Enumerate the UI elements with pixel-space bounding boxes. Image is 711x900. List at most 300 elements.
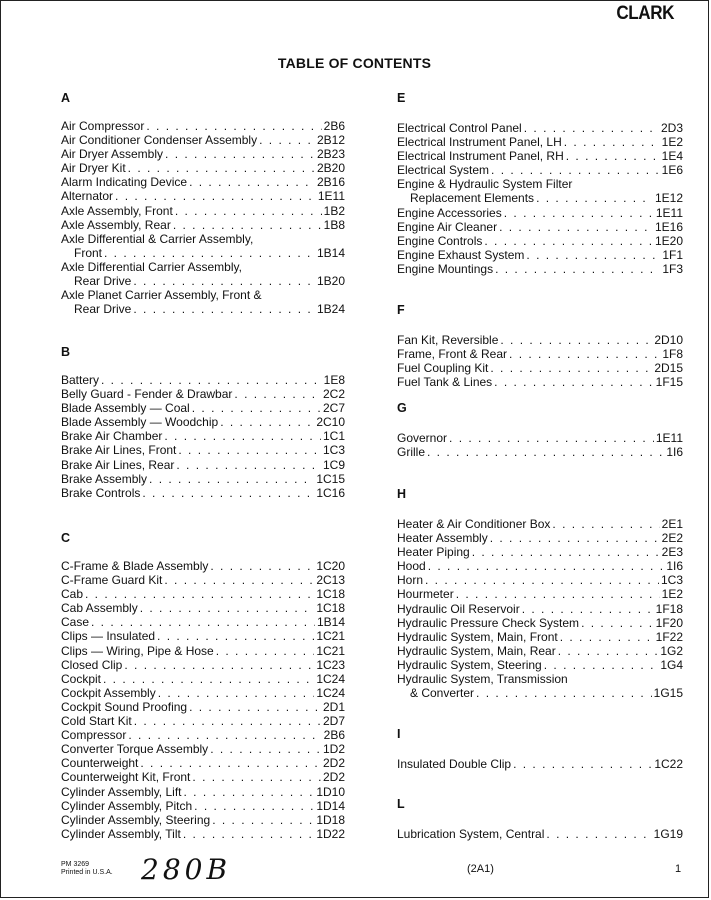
entry-title: Hydraulic System, Steering xyxy=(397,657,542,672)
entry-title: Electrical Instrument Panel, LH xyxy=(397,135,562,150)
toc-entry xyxy=(61,587,345,601)
dot-leader xyxy=(140,601,315,615)
dot-leader xyxy=(552,517,659,531)
toc-entry xyxy=(397,616,683,630)
entry-title: Cockpit Assembly xyxy=(61,685,156,700)
toc-entry xyxy=(61,756,345,770)
toc-entry xyxy=(397,531,683,545)
entry-title: Alarm Indicating Device xyxy=(61,175,188,190)
dot-leader xyxy=(85,587,314,601)
entry-title: Air Conditioner Condenser Assembly xyxy=(61,133,258,148)
entry-list xyxy=(61,119,345,316)
dot-leader xyxy=(91,615,315,629)
dot-leader xyxy=(176,458,321,472)
entry-page-ref: 1B14 xyxy=(316,615,345,630)
entry-page-ref: 1E2 xyxy=(661,587,683,602)
entry-page-ref: 1D10 xyxy=(316,784,345,799)
handwritten-model-note: 280B xyxy=(141,853,232,886)
entry-page-ref: 2E2 xyxy=(661,531,683,546)
toc-entry xyxy=(61,443,345,457)
toc-entry xyxy=(61,415,345,429)
section-letter: B xyxy=(61,345,71,359)
entry-page-ref: 1F8 xyxy=(662,347,683,362)
section-letter: G xyxy=(397,401,407,415)
entry-title: Axle Differential & Carrier Assembly, xyxy=(61,231,254,246)
toc-entry xyxy=(397,431,683,445)
dot-leader xyxy=(189,700,321,714)
entry-title: Engine Exhaust System xyxy=(397,247,525,262)
entry-title: Air Dryer Kit xyxy=(61,161,126,176)
entry-page-ref: 2C2 xyxy=(322,387,345,402)
entry-page-ref: 1C21 xyxy=(316,643,345,658)
entry-page-ref: 2C7 xyxy=(322,401,345,416)
toc-entry xyxy=(61,799,345,813)
toc-entry xyxy=(397,361,683,375)
dot-leader xyxy=(499,220,653,234)
entry-title: Cylinder Assembly, Lift xyxy=(61,784,182,799)
entry-page-ref: 1E6 xyxy=(661,163,683,178)
dot-leader xyxy=(104,246,315,260)
toc-entry xyxy=(61,486,345,500)
toc-entry xyxy=(61,615,345,629)
dot-leader xyxy=(192,770,321,784)
page-number: 1 xyxy=(675,863,682,875)
dot-leader xyxy=(425,573,659,587)
dot-leader xyxy=(128,728,321,742)
dot-leader xyxy=(524,121,659,135)
entry-page-ref: 1E20 xyxy=(654,233,683,248)
entry-page-ref: 2B23 xyxy=(316,147,345,162)
entry-title: Closed Clip xyxy=(61,657,123,672)
entry-title: Engine Air Cleaner xyxy=(397,219,498,234)
toc-entry xyxy=(61,686,345,700)
dot-leader xyxy=(164,573,314,587)
toc-entry xyxy=(397,630,683,644)
dot-leader xyxy=(513,757,652,771)
toc-entry xyxy=(397,220,683,234)
entry-title: Electrical Instrument Panel, RH xyxy=(397,149,564,164)
entry-title: Governor xyxy=(397,431,448,445)
toc-entry xyxy=(61,813,345,827)
entry-title: Replacement Elements xyxy=(410,191,535,206)
toc-entry xyxy=(397,602,683,616)
dot-leader xyxy=(158,686,315,700)
entry-title: Blade Assembly — Woodchip xyxy=(61,415,219,430)
entry-title: Cab xyxy=(61,587,84,602)
dot-leader xyxy=(544,658,659,672)
dot-leader xyxy=(192,401,321,415)
entry-page-ref: 1B8 xyxy=(323,217,345,232)
toc-entry xyxy=(61,302,345,316)
toc-entry xyxy=(61,658,345,672)
entry-page-ref: 1G15 xyxy=(653,686,683,701)
toc-entry xyxy=(61,260,345,274)
dot-leader xyxy=(165,147,315,161)
dot-leader xyxy=(522,602,654,616)
entry-title: Grille xyxy=(397,445,426,460)
toc-entry xyxy=(61,232,345,246)
dot-leader xyxy=(427,445,664,459)
dot-leader xyxy=(101,373,322,387)
entry-page-ref: 1D22 xyxy=(316,826,345,841)
entry-page-ref: 2D10 xyxy=(654,333,683,347)
entry-page-ref: 1D14 xyxy=(316,798,345,813)
entry-title: Blade Assembly — Coal xyxy=(61,401,190,416)
entry-page-ref: 1E11 xyxy=(655,205,683,220)
dot-leader xyxy=(149,472,314,486)
entry-title: Axle Assembly, Front xyxy=(61,203,173,218)
entry-page-ref: 2B12 xyxy=(316,133,345,148)
entry-page-ref: 1F22 xyxy=(655,629,683,644)
toc-entry xyxy=(397,672,683,686)
entry-title: Hood xyxy=(397,559,426,574)
dot-leader xyxy=(183,827,315,841)
toc-entry xyxy=(397,333,683,347)
entry-list xyxy=(397,757,683,771)
toc-entry xyxy=(61,288,345,302)
entry-title: Compressor xyxy=(61,728,127,743)
dot-leader xyxy=(234,387,321,401)
entry-page-ref: 1C3 xyxy=(660,573,683,588)
dot-leader xyxy=(134,714,321,728)
entry-title: Brake Air Chamber xyxy=(61,429,163,444)
entry-page-ref: 2D1 xyxy=(322,699,345,714)
entry-page-ref: 1C24 xyxy=(316,671,345,686)
dot-leader xyxy=(173,218,322,232)
brand-logo: CLARK xyxy=(616,3,674,24)
toc-entry xyxy=(397,121,683,135)
dot-leader xyxy=(472,545,660,559)
entry-title: Belly Guard - Fender & Drawbar xyxy=(61,387,233,402)
toc-entry xyxy=(61,204,345,218)
entry-title: C-Frame & Blade Assembly xyxy=(61,559,209,573)
entry-list xyxy=(397,121,683,276)
toc-entry xyxy=(61,770,345,784)
dot-leader xyxy=(484,234,653,248)
toc-entry xyxy=(397,163,683,177)
dot-leader xyxy=(142,486,314,500)
entry-page-ref: 2C13 xyxy=(316,573,345,588)
entry-title: Air Dryer Assembly xyxy=(61,147,164,162)
entry-page-ref: 2B6 xyxy=(323,119,345,133)
toc-entry xyxy=(61,629,345,643)
section-letter: H xyxy=(397,487,407,501)
entry-title: Clips — Wiring, Pipe & Hose xyxy=(61,643,214,658)
entry-title: Engine Mountings xyxy=(397,261,494,276)
entry-title: Engine Accessories xyxy=(397,205,502,220)
entry-page-ref: 1C1 xyxy=(322,429,345,444)
dot-leader xyxy=(428,559,665,573)
toc-entry xyxy=(61,827,345,841)
toc-entry xyxy=(397,445,683,459)
entry-title: Lubrication System, Central xyxy=(397,827,545,841)
printed-in: Printed in U.S.A. xyxy=(61,869,113,876)
entry-title: Brake Assembly xyxy=(61,471,148,486)
entry-page-ref: 2D2 xyxy=(322,756,345,771)
toc-entry xyxy=(397,827,683,841)
entry-page-ref: 2D2 xyxy=(322,770,345,785)
entry-title: Axle Differential Carrier Assembly, xyxy=(61,259,242,274)
entry-list xyxy=(397,431,683,459)
entry-title: Alternator xyxy=(61,189,114,204)
entry-title: Brake Air Lines, Rear xyxy=(61,457,175,472)
toc-entry xyxy=(61,161,345,175)
toc-entry xyxy=(61,387,345,401)
entry-title: Electrical Control Panel xyxy=(397,121,522,135)
section-letter: E xyxy=(397,91,406,105)
entry-page-ref: 1B20 xyxy=(316,274,345,289)
toc-entry xyxy=(61,175,345,189)
entry-title: Fuel Coupling Kit xyxy=(397,361,489,376)
toc-entry xyxy=(397,573,683,587)
dot-leader xyxy=(494,375,653,389)
toc-entry xyxy=(61,373,345,387)
toc-entry xyxy=(61,274,345,288)
toc-entry xyxy=(61,429,345,443)
page-title: TABLE OF CONTENTS xyxy=(277,55,432,71)
entry-title: C-Frame Guard Kit xyxy=(61,573,163,588)
dot-leader xyxy=(546,827,651,841)
toc-entry xyxy=(397,757,683,771)
entry-page-ref: 2B6 xyxy=(323,728,345,743)
entry-page-ref: 1C18 xyxy=(316,587,345,602)
dot-leader xyxy=(140,756,321,770)
toc-entry xyxy=(61,246,345,260)
toc-entry xyxy=(397,644,683,658)
entry-title: Engine Controls xyxy=(397,233,483,248)
publication-number: PM 3269 xyxy=(61,861,90,868)
section-letter: L xyxy=(397,797,405,811)
toc-entry xyxy=(61,742,345,756)
dot-leader xyxy=(124,658,314,672)
toc-entry xyxy=(61,472,345,486)
entry-page-ref: 1C21 xyxy=(316,629,345,644)
dot-leader xyxy=(220,415,314,429)
toc-entry xyxy=(397,517,683,531)
entry-page-ref: 1C23 xyxy=(316,657,345,672)
entry-title: Heater & Air Conditioner Box xyxy=(397,517,551,531)
toc-entry xyxy=(61,559,345,573)
entry-page-ref: 1B24 xyxy=(316,302,345,317)
dot-leader xyxy=(133,274,315,288)
toc-entry xyxy=(61,573,345,587)
toc-entry xyxy=(61,714,345,728)
entry-page-ref: 1C15 xyxy=(316,471,345,486)
toc-entry xyxy=(397,177,683,191)
entry-page-ref: 2B16 xyxy=(316,175,345,190)
entry-title: Fan Kit, Reversible xyxy=(397,333,499,347)
entry-title: Hydraulic Pressure Check System xyxy=(397,615,580,630)
dot-leader xyxy=(558,644,659,658)
toc-entry xyxy=(397,686,683,700)
entry-page-ref: 1C20 xyxy=(316,559,345,573)
dot-leader xyxy=(504,206,654,220)
entry-title: Rear Drive xyxy=(74,274,132,289)
entry-page-ref: 2E1 xyxy=(661,517,683,531)
entry-page-ref: 1C9 xyxy=(322,457,345,472)
entry-page-ref: 1E11 xyxy=(655,431,683,445)
dot-leader xyxy=(560,630,654,644)
section-letter: I xyxy=(397,727,401,741)
entry-title: Engine & Hydraulic System Filter xyxy=(397,177,573,192)
dot-leader xyxy=(210,559,314,573)
entry-page-ref: 1F18 xyxy=(655,601,683,616)
entry-page-ref: 1C18 xyxy=(316,601,345,616)
entry-page-ref: 2D15 xyxy=(654,361,683,376)
entry-title: Frame, Front & Rear xyxy=(397,347,508,362)
entry-page-ref: 2D3 xyxy=(660,121,683,135)
entry-page-ref: 2C10 xyxy=(316,415,345,430)
entry-page-ref: 2E3 xyxy=(661,545,683,560)
entry-title: Rear Drive xyxy=(74,302,132,317)
entry-title: Cold Start Kit xyxy=(61,714,132,729)
dot-leader xyxy=(184,785,315,799)
dot-leader xyxy=(210,742,321,756)
entry-title: Axle Assembly, Rear xyxy=(61,217,171,232)
entry-title: Counterweight Kit, Front xyxy=(61,770,191,785)
entry-page-ref: 1C24 xyxy=(316,685,345,700)
entry-page-ref: 1F3 xyxy=(662,261,683,276)
dot-leader xyxy=(564,135,660,149)
entry-title: Brake Air Lines, Front xyxy=(61,443,177,458)
toc-entry xyxy=(61,218,345,232)
toc-entry xyxy=(397,191,683,205)
entry-title: Hydraulic System, Main, Rear xyxy=(397,643,556,658)
toc-entry xyxy=(61,147,345,161)
dot-leader xyxy=(212,813,314,827)
entry-page-ref: 1E8 xyxy=(323,373,345,387)
toc-entry xyxy=(397,347,683,361)
dot-leader xyxy=(490,531,660,545)
section-code: (2A1) xyxy=(467,863,494,875)
entry-list xyxy=(397,827,683,841)
toc-entry xyxy=(61,785,345,799)
entry-page-ref: 1C3 xyxy=(322,443,345,458)
toc-entry xyxy=(397,375,683,389)
entry-page-ref: 1C16 xyxy=(316,485,345,500)
entry-title: Air Compressor xyxy=(61,119,145,133)
entry-title: Case xyxy=(61,615,90,630)
entry-page-ref: 1E12 xyxy=(654,191,683,206)
toc-entry xyxy=(397,135,683,149)
entry-page-ref: 1F1 xyxy=(662,247,683,262)
entry-title: Brake Controls xyxy=(61,485,141,500)
entry-page-ref: 1I6 xyxy=(666,445,683,460)
entry-title: Clips — Insulated xyxy=(61,629,156,644)
entry-title: Cab Assembly xyxy=(61,601,138,616)
entry-title: Converter Torque Assembly xyxy=(61,742,209,757)
entry-page-ref: 1G2 xyxy=(660,643,683,658)
entry-title: & Converter xyxy=(410,686,475,701)
toc-entry xyxy=(61,189,345,203)
entry-page-ref: 2D7 xyxy=(322,714,345,729)
toc-entry xyxy=(61,458,345,472)
dot-leader xyxy=(449,431,654,445)
entry-page-ref: 1G4 xyxy=(660,657,683,672)
dot-leader xyxy=(178,443,321,457)
dot-leader xyxy=(128,161,315,175)
section-letter: A xyxy=(61,91,71,105)
entry-title: Front xyxy=(74,245,103,260)
entry-page-ref: 1E2 xyxy=(661,135,683,150)
dot-leader xyxy=(115,189,316,203)
entry-title: Cockpit xyxy=(61,671,102,686)
entry-title: Hydraulic System, Transmission xyxy=(397,672,568,687)
entry-title: Hydraulic Oil Reservoir xyxy=(397,601,520,616)
toc-entry xyxy=(61,672,345,686)
entry-page-ref: 1G19 xyxy=(653,827,683,841)
dot-leader xyxy=(509,347,660,361)
toc-entry xyxy=(397,262,683,276)
entry-list xyxy=(61,559,345,841)
dot-leader xyxy=(526,248,660,262)
entry-page-ref: 1C22 xyxy=(654,757,683,771)
toc-entry xyxy=(397,248,683,262)
entry-title: Insulated Double Clip xyxy=(397,757,512,771)
entry-page-ref: 1F20 xyxy=(655,615,683,630)
dot-leader xyxy=(581,616,654,630)
dot-leader xyxy=(536,191,653,205)
toc-entry xyxy=(61,401,345,415)
dot-leader xyxy=(189,175,315,189)
entry-page-ref: 1B2 xyxy=(323,203,345,218)
entry-title: Battery xyxy=(61,373,100,387)
entry-title: Cockpit Sound Proofing xyxy=(61,699,188,714)
toc-entry xyxy=(397,149,683,163)
dot-leader xyxy=(495,262,660,276)
entry-page-ref: 1B14 xyxy=(316,245,345,260)
entry-title: Hourmeter xyxy=(397,587,454,602)
dot-leader xyxy=(490,361,652,375)
entry-page-ref: 1I6 xyxy=(666,559,683,574)
toc-entry xyxy=(61,133,345,147)
dot-leader xyxy=(157,629,314,643)
dot-leader xyxy=(476,686,652,700)
dot-leader xyxy=(566,149,660,163)
entry-title: Fuel Tank & Lines xyxy=(397,375,493,390)
entry-title: Cylinder Assembly, Steering xyxy=(61,812,211,827)
entry-page-ref: 2B20 xyxy=(316,161,345,176)
entry-title: Hydraulic System, Main, Front xyxy=(397,629,558,644)
dot-leader xyxy=(491,163,660,177)
entry-page-ref: 1D2 xyxy=(322,742,345,757)
section-letter: C xyxy=(61,531,71,545)
toc-entry xyxy=(61,119,345,133)
toc-entry xyxy=(61,728,345,742)
dot-leader xyxy=(259,133,315,147)
entry-page-ref: 1E16 xyxy=(654,219,683,234)
toc-entry xyxy=(61,644,345,658)
entry-title: Heater Assembly xyxy=(397,531,488,546)
section-letter: F xyxy=(397,303,405,317)
toc-entry xyxy=(397,658,683,672)
toc-entry xyxy=(397,545,683,559)
entry-page-ref: 1E11 xyxy=(317,189,345,204)
entry-title: Cylinder Assembly, Pitch xyxy=(61,798,193,813)
toc-entry xyxy=(61,601,345,615)
entry-title: Axle Planet Carrier Assembly, Front & xyxy=(61,288,262,303)
toc-entry xyxy=(61,700,345,714)
toc-entry xyxy=(397,559,683,573)
entry-title: Cylinder Assembly, Tilt xyxy=(61,826,181,841)
entry-title: Heater Piping xyxy=(397,545,470,560)
entry-list xyxy=(397,333,683,389)
entry-list xyxy=(397,517,683,700)
toc-entry xyxy=(397,206,683,220)
toc-entry xyxy=(397,234,683,248)
entry-title: Electrical System xyxy=(397,163,490,178)
entry-title: Counterweight xyxy=(61,756,139,771)
